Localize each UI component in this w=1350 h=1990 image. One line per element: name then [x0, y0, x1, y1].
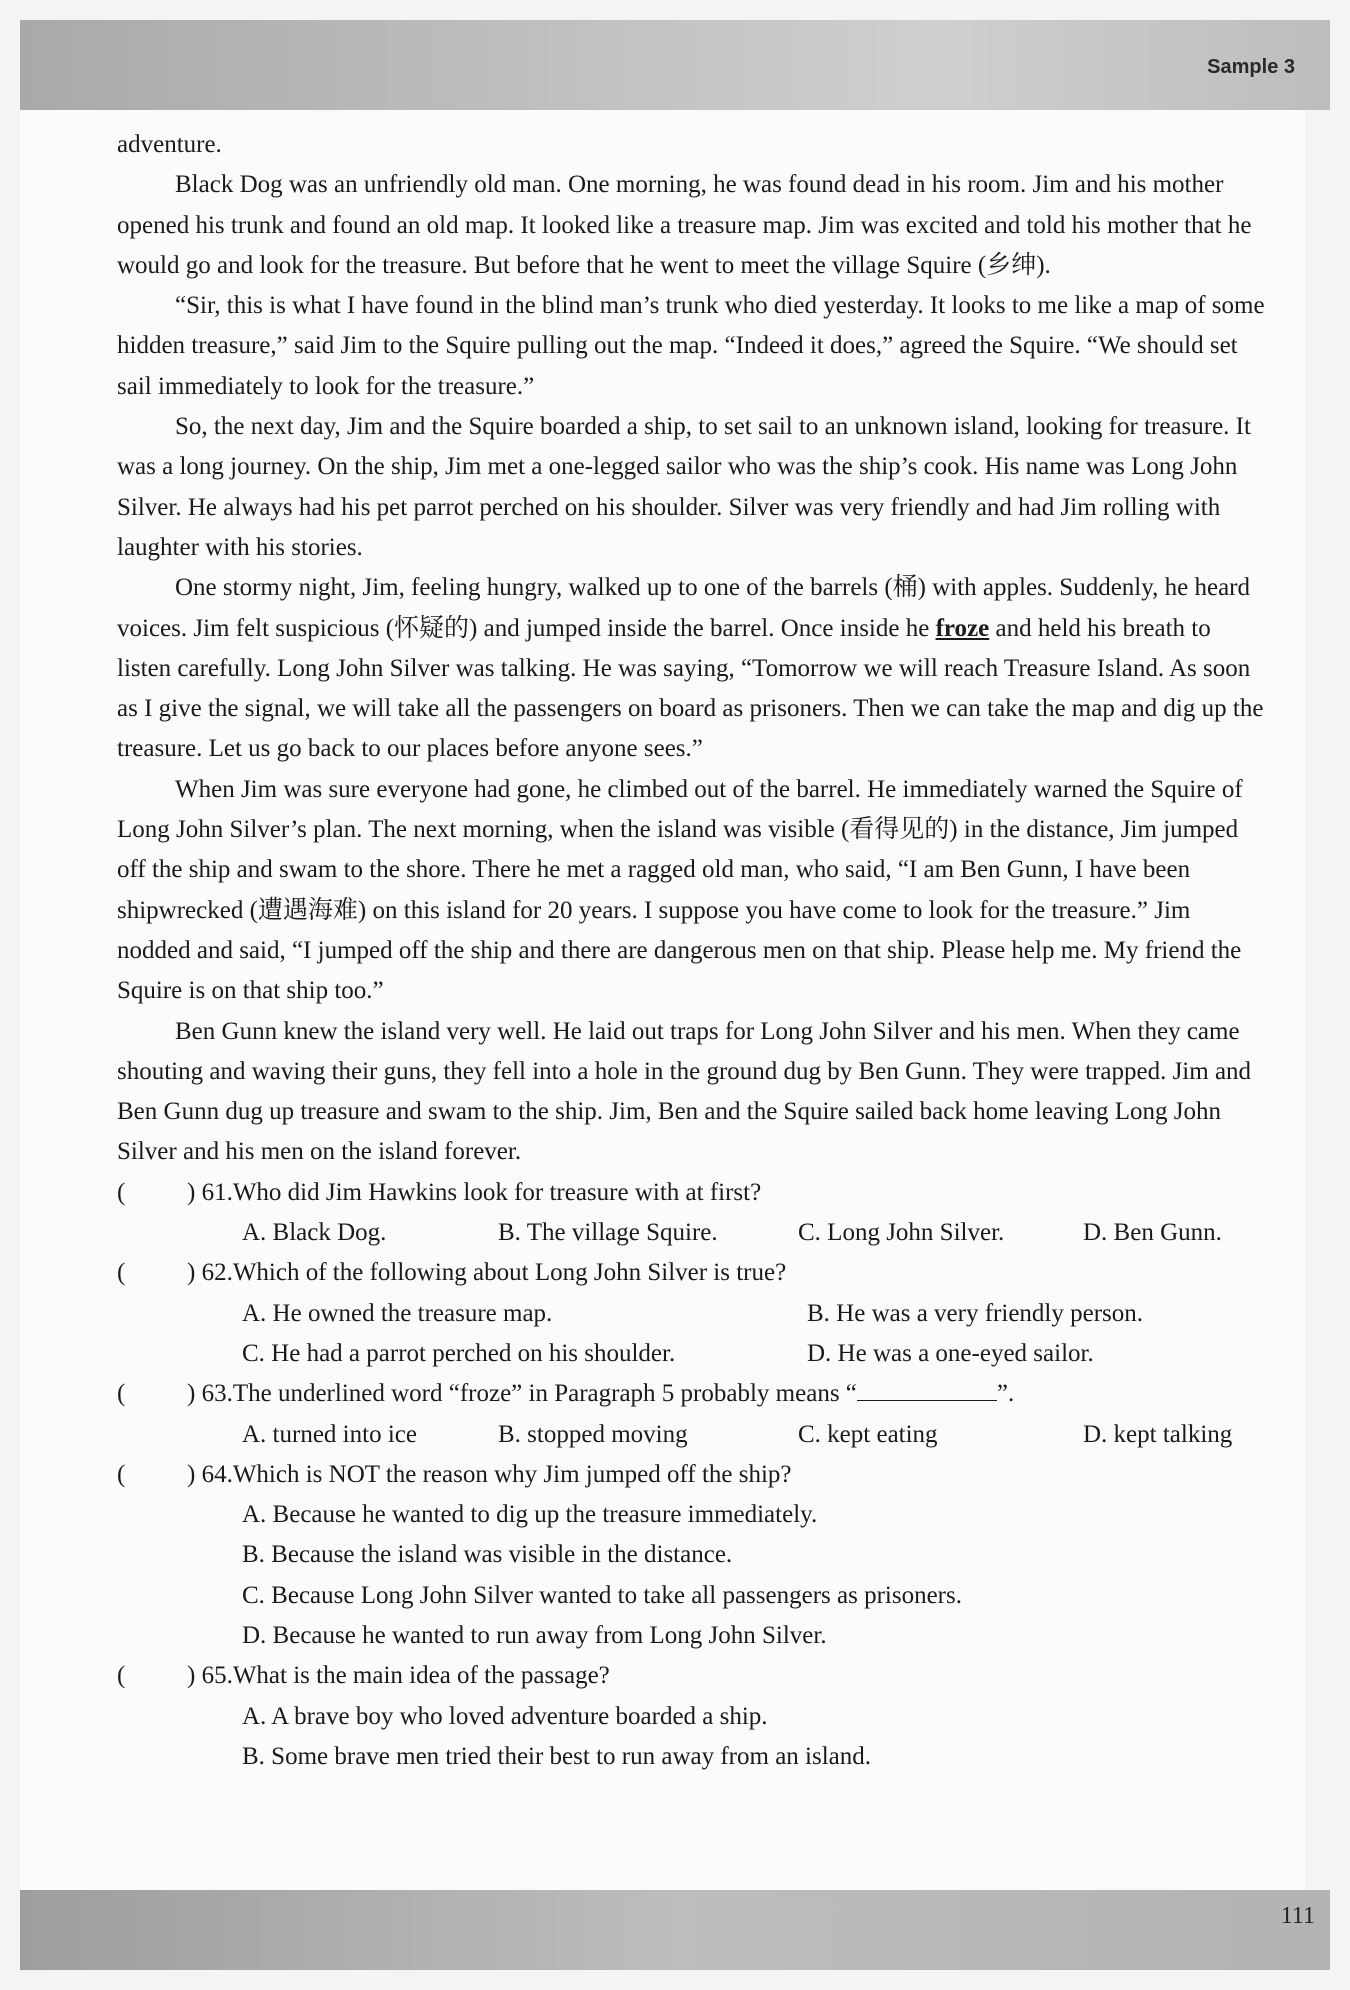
answer-blank[interactable]: ( — [117, 1259, 126, 1287]
answer-blank[interactable]: ( — [117, 1662, 126, 1690]
option-c: C. kept eating — [798, 1420, 938, 1448]
paragraph-2: “Sir, this is what I have found in the blind man’s trunk who died yesterday. It looks to me like a map of some hidden treasure,” said Jim to the Squire pulling out the map. “Indeed it does,” agreed the Squire. “We should set sail immediately to look for the treasure.” — [117, 292, 1265, 400]
option-a: A. Black Dog. — [242, 1219, 387, 1247]
question-63 — [117, 1374, 1267, 1414]
question-number: ) 64. — [187, 1460, 233, 1488]
option-c: C. He had a parrot perched on his shoulder. — [242, 1339, 676, 1367]
question-number: ) 62. — [187, 1259, 233, 1287]
question-61 — [117, 1173, 1267, 1213]
option-c: C. Long John Silver. — [798, 1219, 1005, 1247]
underlined-word: froze — [935, 614, 990, 642]
question-text-after: ”. — [996, 1380, 1015, 1408]
option-d: D. Because he wanted to run away from Long John Silver. — [242, 1621, 827, 1649]
question-65 — [117, 1656, 1267, 1696]
question-text: Who did Jim Hawkins look for treasure with at first? — [232, 1178, 762, 1206]
paragraph-5: When Jim was sure everyone had gone, he climbed out of the barrel. He immediately warned the Squire of Long John Silver’s plan. The next morning, when the island was visible (看得见的) in the distance, Jim jumped off the ship and swam to the shore. There he met a ragged old man, who said, “I am Ben Gunn, I have been shipwrecked (遭遇海难) on this island for 20 years. I suppose you have come to look for the treasure.” Jim nodded and said, “I jumped off the ship and there are dangerous men on that ship. Please help me. My friend the Squire is on that ship too.” — [117, 775, 1243, 1005]
paragraph-3: So, the next day, Jim and the Squire boarded a ship, to set sail to an unknown island, looking for treasure. It was a long journey. On the ship, Jim met a one-legged sailor who was the ship’s cook. His name was Long John Silver. He always had his pet parrot perched on his shoulder. Silver was very friendly and had Jim rolling with laughter with his stories. — [117, 413, 1251, 561]
answer-blank[interactable]: ( — [117, 1460, 126, 1488]
question-number: ) 65. — [187, 1662, 233, 1690]
page-number: 111 — [1280, 1903, 1315, 1929]
paragraph-4-after: and held his breath to listen carefully. Long John Silver was talking. He was saying, “Tomorrow we will reach Treasure Island. As soon as I give the signal, we will take all the passengers on board as prisoners. Then we can take the map and dig up the treasure. Let us go back to our places before anyone sees.” — [117, 614, 1264, 763]
fill-blank[interactable] — [857, 1374, 997, 1401]
footer-band — [20, 1890, 1330, 1970]
options-62-row1 — [117, 1294, 1267, 1334]
option-b: B. stopped moving — [498, 1420, 688, 1448]
question-number: ) 63. — [187, 1380, 233, 1408]
option-d: D. kept talking — [1083, 1420, 1233, 1448]
option-a: A. A brave boy who loved adventure boarded a ship. — [242, 1702, 768, 1730]
option-b: B. Because the island was visible in the distance. — [242, 1541, 733, 1569]
answer-blank[interactable]: ( — [117, 1380, 126, 1408]
option-d: D. Ben Gunn. — [1083, 1219, 1222, 1247]
paragraph-4 — [117, 568, 1267, 769]
question-64 — [117, 1455, 1267, 1495]
paragraph-4-before: One stormy night, Jim, feeling hungry, walked up to one of the barrels (桶) with apples. Suddenly, he heard voices. Jim felt suspicious (怀疑的) and jumped inside the barrel. Once inside he — [117, 574, 1250, 642]
passage-line-0: adventure. — [117, 131, 222, 158]
option-b: B. The village Squire. — [498, 1219, 718, 1247]
question-62 — [117, 1253, 1267, 1293]
options-61 — [117, 1213, 1267, 1253]
options-62-row2 — [117, 1334, 1267, 1374]
option-b: B. He was a very friendly person. — [807, 1299, 1144, 1327]
paragraph-1: Black Dog was an unfriendly old man. One morning, he was found dead in his room. Jim and his mother opened his trunk and found an old map. It looked like a treasure map. Jim was excited and told his mother that he would go and look for the treasure. But before that he went to meet the village Squire (乡绅). — [117, 171, 1252, 279]
options-63 — [117, 1415, 1267, 1455]
question-text: Which of the following about Long John Silver is true? — [232, 1259, 787, 1287]
answer-blank[interactable]: ( — [117, 1178, 126, 1206]
question-text: What is the main idea of the passage? — [232, 1662, 610, 1690]
option-a: A. Because he wanted to dig up the treasure immediately. — [242, 1501, 818, 1529]
option-c: C. Because Long John Silver wanted to take all passengers as prisoners. — [242, 1581, 962, 1609]
question-text-before: The underlined word “froze” in Paragraph 5 probably means “ — [232, 1380, 857, 1408]
paragraph-6: Ben Gunn knew the island very well. He laid out traps for Long John Silver and his men. When they came shouting and waving their guns, they fell into a hole in the ground dug by Ben Gunn. They were trapped. Jim and Ben Gunn dug up treasure and swam to the ship. Jim, Ben and the Squire sailed back home leaving Long John Silver and his men on the island forever. — [117, 1017, 1252, 1166]
header-band — [20, 20, 1330, 110]
option-a: A. turned into ice — [242, 1420, 417, 1448]
question-text: Which is NOT the reason why Jim jumped off the ship? — [232, 1460, 792, 1488]
sample-label: Sample 3 — [1207, 56, 1295, 78]
question-number: ) 61. — [187, 1178, 233, 1206]
option-a: A. He owned the treasure map. — [242, 1299, 553, 1327]
option-b: B. Some brave men tried their best to run away from an island. — [242, 1742, 872, 1770]
option-d: D. He was a one-eyed sailor. — [807, 1339, 1094, 1367]
question-text — [233, 1374, 1267, 1414]
reading-passage — [117, 125, 1267, 1777]
